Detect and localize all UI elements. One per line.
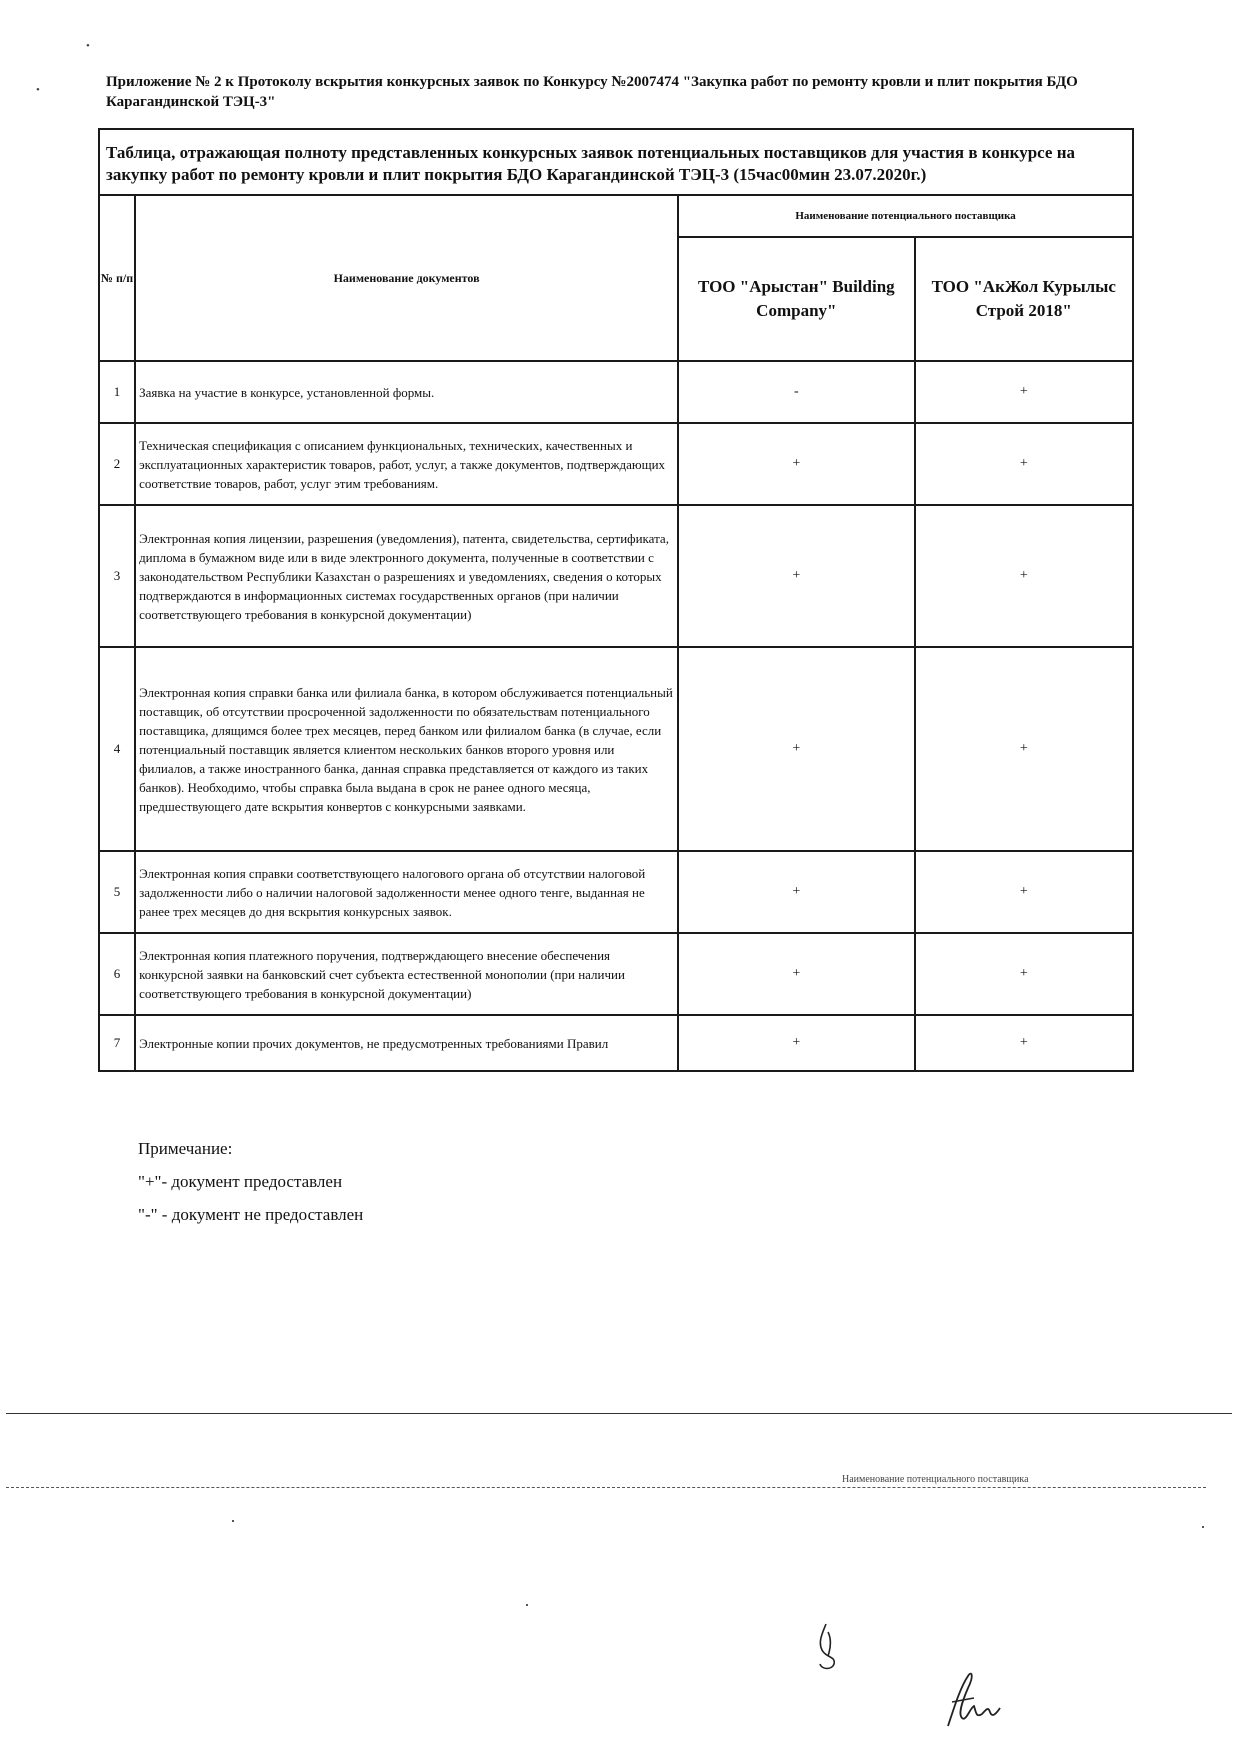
table-row	[99, 851, 1133, 933]
scan-speck: •	[36, 84, 40, 96]
signature-mark	[808, 1620, 848, 1676]
table-row	[99, 423, 1133, 505]
table-row	[99, 1015, 1133, 1071]
header-supplier-group: Наименование потенциального поставщика	[678, 195, 1133, 237]
header-supplier-akzhol: ТОО "АкЖол Курылыс Строй 2018"	[915, 237, 1133, 361]
document-header: Приложение № 2 к Протоколу вскрытия конкурсных заявок по Конкурсу №2007474 "Закупка работ по ремонту кровли и плит покрытия БДО Карагандинской ТЭЦ-3"	[106, 74, 1078, 110]
table-row	[99, 361, 1133, 423]
mark-akzhol: +	[915, 361, 1133, 423]
row-document-name: Электронная копия справки соответствующего налогового органа об отсутствии налоговой задолженности либо о наличии налоговой задолженности менее одного тенге, выданная не ранее трех месяцев до дня вскрытия конкурсных заявок.	[135, 851, 678, 933]
row-number: 2	[99, 423, 135, 505]
table-row	[99, 505, 1133, 647]
signature-handwritten	[938, 1668, 1018, 1732]
row-number: 6	[99, 933, 135, 1015]
header-number: № п/п	[99, 195, 135, 361]
mark-arystan: +	[678, 1015, 914, 1071]
documents-table	[98, 128, 1134, 1072]
mark-arystan: +	[678, 647, 914, 851]
note-minus: "-" - документ не предоставлен	[138, 1205, 364, 1224]
table-row	[99, 647, 1133, 851]
divider-line	[6, 1413, 1232, 1414]
table-row	[99, 933, 1133, 1015]
row-document-name: Электронные копии прочих документов, не предусмотренных требованиями Правил	[135, 1015, 678, 1071]
scan-speck	[1202, 1526, 1204, 1528]
row-number: 3	[99, 505, 135, 647]
mark-akzhol: +	[915, 851, 1133, 933]
notes-block	[138, 1132, 363, 1231]
mark-arystan: +	[678, 851, 914, 933]
row-document-name: Заявка на участие в конкурсе, установленной формы.	[135, 361, 678, 423]
table-caption: Таблица, отражающая полноту представленных конкурсных заявок потенциальных поставщиков для участия в конкурсе на закупку работ по ремонту кровли и плит покрытия БДО Карагандинской ТЭЦ-3 (15час00мин 23.07.2020г.)	[99, 129, 1133, 195]
scan-speck	[232, 1520, 234, 1522]
scan-speck	[526, 1604, 528, 1606]
row-document-name: Техническая спецификация с описанием функциональных, технических, качественных и эксплуатационных характеристик товаров, работ, услуг, а также документов, подтверждающих соответствие товаров, работ, услуг этим требованиям.	[135, 423, 678, 505]
mark-arystan: +	[678, 505, 914, 647]
row-number: 5	[99, 851, 135, 933]
notes-heading: Примечание:	[138, 1139, 233, 1158]
header-documents: Наименование документов	[135, 195, 678, 361]
note-plus: "+"- документ предоставлен	[138, 1172, 343, 1191]
row-document-name: Электронная копия платежного поручения, подтверждающего внесение обеспечения конкурсной заявки на банковский счет субъекта естественной монополии (при наличии соответствующего требования в конкурсной документации)	[135, 933, 678, 1015]
row-number: 4	[99, 647, 135, 851]
mark-arystan: -	[678, 361, 914, 423]
scan-speck: •	[86, 40, 90, 52]
mark-akzhol: +	[915, 1015, 1133, 1071]
mark-akzhol: +	[915, 933, 1133, 1015]
row-document-name: Электронная копия справки банка или филиала банка, в котором обслуживается потенциальный поставщик, об отсутствии просроченной задолженности по обязательствам потенциального поставщика, длящимся более трех месяцев, перед банком или филиалом банка (в случае, если потенциальный поставщик является клиентом нескольких банков второго уровня или филиалов, а также иностранного банка, данная справка представляется от каждого из таких банков). Необходимо, чтобы справка была выдана в срок не ранее одного месяца, предшествующего дате вскрытия конвертов с конкурсными заявками.	[135, 647, 678, 851]
dashed-divider-line	[6, 1487, 1206, 1488]
header-supplier-arystan: ТОО "Арыстан" Building Company"	[678, 237, 914, 361]
mark-akzhol: +	[915, 505, 1133, 647]
row-document-name: Электронная копия лицензии, разрешения (уведомления), патента, свидетельства, сертификата, диплома в бумажном виде или в виде электронного документа, полученные в соответствии с законодательством Республики Казахстан о разрешениях и уведомлениях, сведения о которых подтверждаются в информационных системах государственных органов (при наличии соответствующего требования в конкурсной документации)	[135, 505, 678, 647]
mark-arystan: +	[678, 933, 914, 1015]
mark-akzhol: +	[915, 423, 1133, 505]
mark-arystan: +	[678, 423, 914, 505]
faint-footer-text: Наименование потенциального поставщика	[842, 1474, 1029, 1485]
mark-akzhol: +	[915, 647, 1133, 851]
row-number: 7	[99, 1015, 135, 1071]
row-number: 1	[99, 361, 135, 423]
